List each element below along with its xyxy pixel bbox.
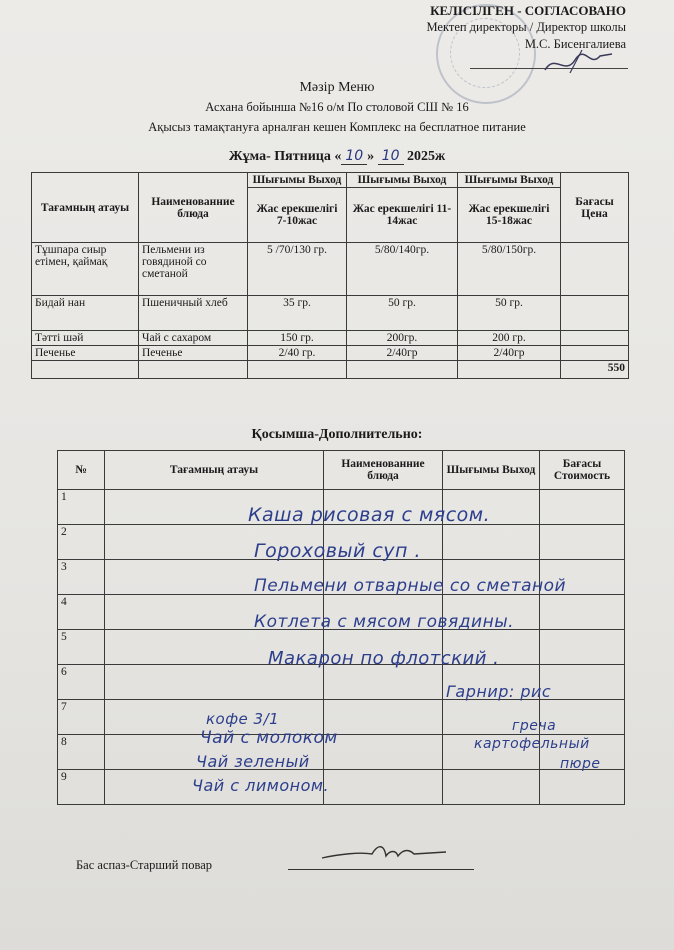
row-output-2: 2/40гр xyxy=(347,346,458,361)
chef-signature xyxy=(320,842,450,868)
cell xyxy=(540,595,625,630)
date-year: 2025ж xyxy=(403,149,446,164)
row-number: 3 xyxy=(58,560,105,595)
row-output-2: 200гр. xyxy=(347,331,458,346)
cell xyxy=(443,770,540,805)
row-name-ru: Пельмени из говядиной со сметаной xyxy=(139,243,248,296)
table-row xyxy=(32,296,629,331)
cell xyxy=(540,770,625,805)
row-output-1: 35 гр. xyxy=(248,296,347,331)
row-output-1: 5 /70/130 гр. xyxy=(248,243,347,296)
age-group-3: Жас ерекшелігі 15-18жас xyxy=(458,188,561,243)
row-price xyxy=(561,331,629,346)
row-output-3: 5/80/150гр. xyxy=(458,243,561,296)
row-number: 2 xyxy=(58,525,105,560)
approval-name: М.С. Бисенгалиева xyxy=(524,37,626,51)
handwritten-item-7c: греча xyxy=(512,718,557,734)
cell xyxy=(540,490,625,525)
cell xyxy=(324,665,443,700)
handwritten-item-3: Пельмени отварные со сметаной xyxy=(254,576,567,596)
handwritten-item-4: Котлета с мясом говядины. xyxy=(254,612,515,632)
cell xyxy=(540,630,625,665)
approval-heading: КЕЛІСІЛГЕН - СОГЛАСОВАНО xyxy=(430,3,626,18)
row-name-kz: Тәтті шәй xyxy=(32,331,139,346)
row-name-ru: Чай с сахаром xyxy=(139,331,248,346)
handwritten-item-8a: Чай зеленый xyxy=(196,752,310,771)
row-output-3: 50 гр. xyxy=(458,296,561,331)
handwritten-item-7a: кофе 3/1 xyxy=(206,710,280,728)
total-price: 550 xyxy=(561,361,629,379)
director-signature xyxy=(540,48,620,78)
row-name-ru: Пшеничный хлеб xyxy=(139,296,248,331)
date-mid: » xyxy=(367,149,378,164)
extra-header-name-ru: Наименованние блюда xyxy=(324,451,443,490)
row-number: 9 xyxy=(58,770,105,805)
chef-label: Бас аспаз-Старший повар xyxy=(76,858,213,872)
canteen-line: Асхана бойынша №16 о/м По столовой СШ № 16 xyxy=(205,100,469,114)
cell xyxy=(540,525,625,560)
row-price xyxy=(561,296,629,331)
total-row xyxy=(32,361,629,379)
cell xyxy=(324,700,443,735)
cell xyxy=(105,665,324,700)
table-row xyxy=(58,770,625,805)
handwritten-item-5: Макарон по флотский . xyxy=(268,648,500,669)
approval-position: Мектеп директоры / Директор школы xyxy=(426,20,626,34)
row-name-ru: Печенье xyxy=(139,346,248,361)
cell xyxy=(324,735,443,770)
table-row xyxy=(32,346,629,361)
row-number: 1 xyxy=(58,490,105,525)
row-output-1: 150 гр. xyxy=(248,331,347,346)
header-output-2: Шығымы Выход xyxy=(347,173,458,188)
header-name-ru: Наименованние блюда xyxy=(139,173,248,243)
cell xyxy=(443,525,540,560)
complex-line: Ақысыз тамақтануға арналған кешен Комплекс на бесплатное питание xyxy=(148,120,526,134)
cell xyxy=(324,770,443,805)
date-prefix: Жұма- Пятница « xyxy=(228,149,342,164)
total-empty-4 xyxy=(347,361,458,379)
header-price: Бағасы Цена xyxy=(561,173,629,243)
age-group-1: Жас ерекшелігі 7-10жас xyxy=(248,188,347,243)
row-output-1: 2/40 гр. xyxy=(248,346,347,361)
chef-signature-line xyxy=(288,869,474,870)
date-line xyxy=(0,148,674,165)
row-output-2: 5/80/140гр. xyxy=(347,243,458,296)
row-price xyxy=(561,346,629,361)
row-price xyxy=(561,243,629,296)
handwritten-item-7d: картофельный xyxy=(474,736,590,752)
row-output-3: 200 гр. xyxy=(458,331,561,346)
row-name-kz: Печенье xyxy=(32,346,139,361)
extra-title: Қосымша-Дополнительно: xyxy=(251,427,423,442)
extra-header-num: № xyxy=(58,451,105,490)
date-month: 10 xyxy=(378,148,404,165)
row-name-kz: Бидай нан xyxy=(32,296,139,331)
header-output-3: Шығымы Выход xyxy=(458,173,561,188)
extra-header-output: Шығымы Выход xyxy=(443,451,540,490)
row-number: 5 xyxy=(58,630,105,665)
table-row xyxy=(32,243,629,296)
row-output-3: 2/40гр xyxy=(458,346,561,361)
menu-title: Мәзір Меню xyxy=(299,80,375,95)
age-group-2: Жас ерекшелігі 11-14жас xyxy=(347,188,458,243)
row-number: 7 xyxy=(58,700,105,735)
handwritten-item-9: Чай с лимоном. xyxy=(192,776,330,795)
extra-header-price: Бағасы Стоимость xyxy=(540,451,625,490)
total-empty-3 xyxy=(248,361,347,379)
total-empty-1 xyxy=(32,361,139,379)
handwritten-item-6: Гарнир: рис xyxy=(446,682,552,701)
header-output-1: Шығымы Выход xyxy=(248,173,347,188)
handwritten-item-8b: пюре xyxy=(560,756,601,772)
date-day: 10 xyxy=(341,148,367,165)
total-empty-2 xyxy=(139,361,248,379)
handwritten-item-2: Гороховый суп . xyxy=(254,540,422,562)
extra-header-name-kz: Тағамның атауы xyxy=(105,451,324,490)
handwritten-item-7b: Чай с молоком xyxy=(200,728,338,748)
table-row xyxy=(32,331,629,346)
total-empty-5 xyxy=(458,361,561,379)
row-name-kz: Тұшпара сиыр етімен, қаймақ xyxy=(32,243,139,296)
cell xyxy=(540,665,625,700)
row-output-2: 50 гр. xyxy=(347,296,458,331)
row-number: 4 xyxy=(58,595,105,630)
handwritten-item-1: Каша рисовая с мясом. xyxy=(248,504,491,526)
row-number: 6 xyxy=(58,665,105,700)
row-number: 8 xyxy=(58,735,105,770)
main-menu-table xyxy=(31,172,629,379)
header-name-kz: Тағамның атауы xyxy=(32,173,139,243)
approval-block xyxy=(426,2,626,53)
